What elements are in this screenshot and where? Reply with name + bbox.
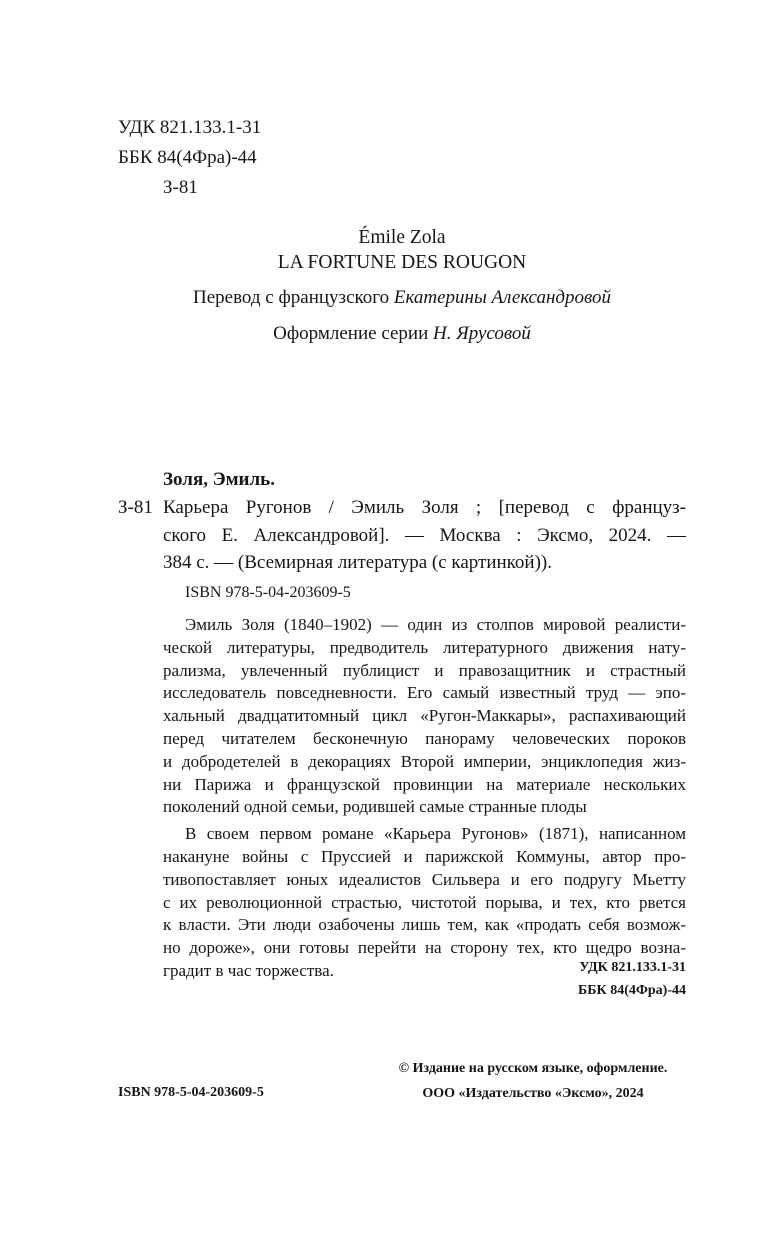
library-codes-header: [118, 113, 261, 203]
catalog-entry-isbn: ISBN 978-5-04-203609-5: [185, 584, 351, 601]
annotation-line: тивопоставляет юных идеалистов Сильвера и его подругу Мьетту: [163, 869, 686, 889]
catalog-entry-author-sign: З-81: [118, 497, 153, 518]
annotation-line: исследователь повседневности. Его самый известный труд — эпо-: [163, 683, 686, 703]
annotation-line: и добродетелей в декорациях Второй империи, энциклопедия жиз-: [163, 751, 686, 771]
catalog-entry-line: 384 с. — (Всемирная литература (с картинкой)).: [163, 552, 552, 573]
bbk-code: ББК 84(4Фра)-44: [578, 983, 686, 998]
annotation-line: перед читателем бесконечную панораму человеческих пороков: [163, 728, 686, 748]
design-credit: [118, 316, 686, 352]
annotation-line: В своем первом романе «Карьера Ругонов» (1871), написанном: [185, 824, 686, 844]
annotation-line: к власти. Эти люди озабочены лишь тем, как «продать себя возмож-: [163, 915, 686, 935]
translation-prefix: Перевод с французского: [193, 287, 390, 308]
original-author: Émile Zola: [358, 227, 446, 248]
design-prefix: Оформление серии: [273, 323, 429, 344]
annotation-line: ческой литературы, предводитель литературного движения нату-: [163, 637, 686, 657]
translator-name: Екатерины Александровой: [393, 287, 611, 308]
classification-codes: [578, 956, 686, 1002]
author-sign: З-81: [163, 177, 198, 198]
copyright-notice: [380, 1056, 686, 1106]
annotation-paragraph: [163, 614, 686, 819]
original-title: LA FORTUNE DES ROUGON: [277, 252, 527, 273]
annotation-line: но дороже», они готовы перейти на сторону тех, кто щедро возна-: [163, 938, 686, 958]
annotation-line: рализма, увлеченный публицист и правозащитник и страстный: [163, 660, 686, 680]
annotation-line: с их революционной страстью, чистотой порыва, и тех, кто рвется: [163, 892, 686, 912]
annotation: [163, 614, 686, 983]
catalog-entry-line: ского Е. Александровой]. — Москва : Эксмо, 2024. —: [163, 524, 686, 546]
copyright-line: © Издание на русском языке, оформление.: [398, 1061, 668, 1076]
footer-isbn: ISBN 978-5-04-203609-5: [118, 1085, 264, 1100]
udk-code: УДК 821.133.1-31: [118, 117, 262, 138]
bbk-code: ББК 84(4Фра)-44: [118, 147, 257, 168]
annotation-line: Эмиль Золя (1840–1902) — один из столпов мировой реалисти-: [185, 615, 686, 634]
original-title-block: [118, 225, 686, 275]
translation-credit: [118, 280, 686, 316]
annotation-line: накануне войны с Пруссией и парижской Коммуны, автор про-: [163, 846, 686, 866]
udk-code: УДК 821.133.1-31: [579, 960, 686, 975]
credits-block: [118, 280, 686, 352]
annotation-line: ни Парижа и французской провинции на материале нескольких: [163, 774, 686, 794]
annotation-line: поколений одной семьи, родившей самые странные плоды: [163, 797, 587, 817]
copyright-line: ООО «Издательство «Эксмо», 2024: [422, 1086, 644, 1101]
catalog-entry-heading: Золя, Эмиль.: [163, 469, 275, 490]
designer-name: Н. Ярусовой: [433, 323, 531, 344]
annotation-line: хальный двадцатитомный цикл «Ругон-Маккары», распахивающий: [163, 706, 686, 726]
annotation-line: градит в час торжества.: [163, 960, 334, 980]
catalog-entry-description: [163, 494, 686, 577]
catalog-entry-line: Карьера Ругонов / Эмиль Золя ; [перевод с француз-: [163, 497, 686, 518]
